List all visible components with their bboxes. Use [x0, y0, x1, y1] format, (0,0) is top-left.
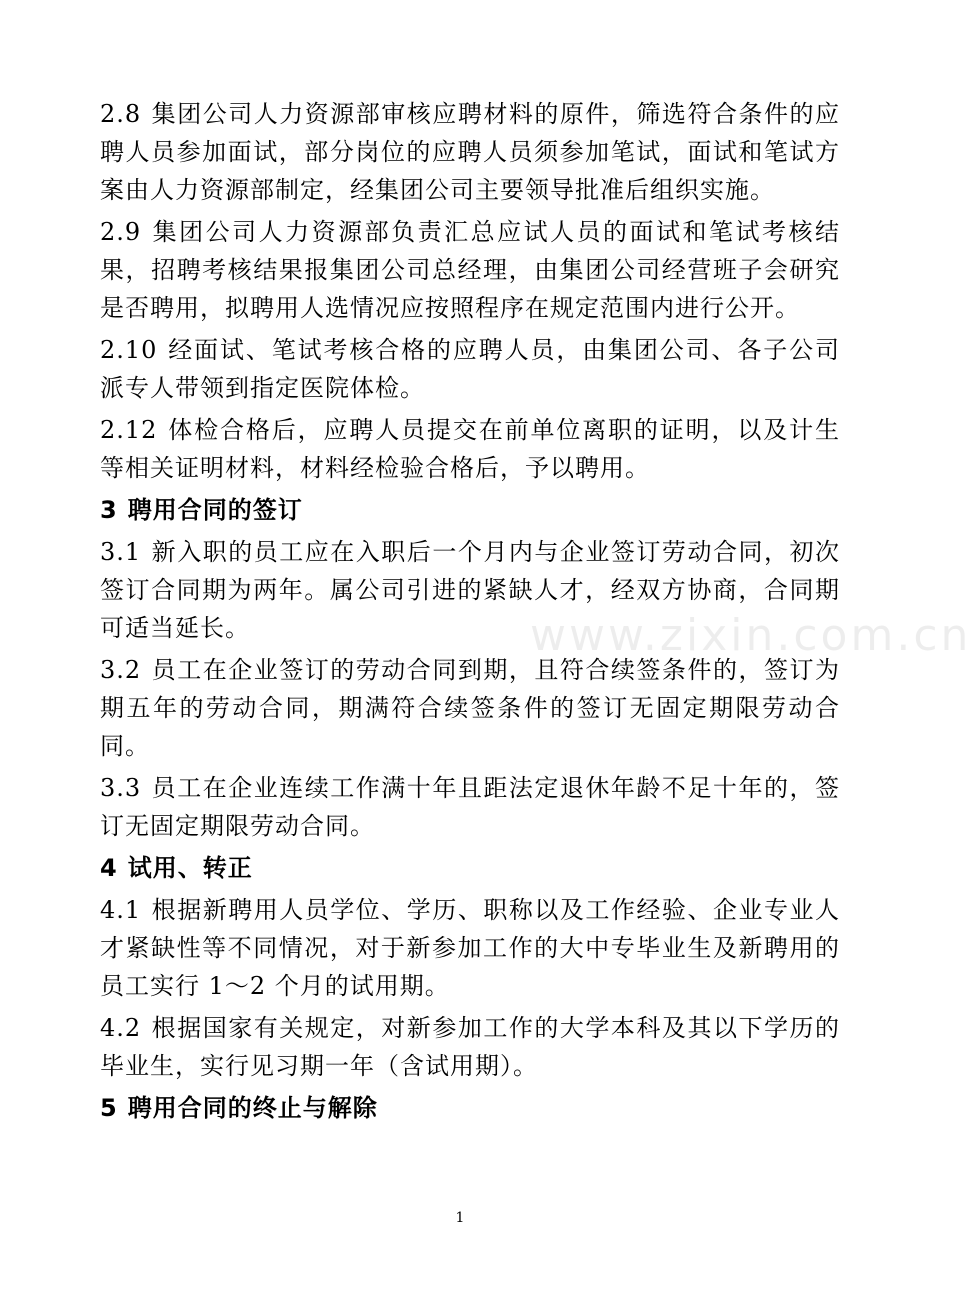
- section-title: 试用、转正: [127, 854, 253, 882]
- clause-text: 经面试、笔试考核合格的应聘人员，由集团公司、各子公司派专人带领到指定医院体检。: [100, 336, 840, 402]
- section-heading-4: [100, 849, 840, 887]
- clause-text: 根据新聘用人员学位、学历、职称以及工作经验、企业专业人才紧缺性等不同情况，对于新参加工作的大中专毕业生及新聘用的员工实行 1～2 个月的试用期。: [100, 896, 840, 1000]
- clause-2-12: [100, 411, 840, 487]
- document-body: [100, 95, 840, 1131]
- section-title: 聘用合同的终止与解除: [127, 1094, 378, 1122]
- clause-4-1: [100, 891, 840, 1005]
- page-number: 1: [455, 1210, 465, 1226]
- clause-number: 2.12: [100, 416, 158, 444]
- watermark: www.zixin.com.cn: [530, 610, 971, 661]
- clause-number: 2.9: [100, 218, 142, 246]
- clause-number: 3.1: [100, 538, 142, 566]
- clause-text: 根据国家有关规定，对新参加工作的大学本科及其以下学历的毕业生，实行见习期一年（含试用期）。: [100, 1014, 840, 1080]
- section-number: 5: [100, 1094, 118, 1122]
- clause-3-2: [100, 651, 840, 765]
- clause-number: 2.8: [100, 100, 142, 128]
- clause-2-9: [100, 213, 840, 327]
- clause-number: 4.2: [100, 1014, 142, 1042]
- clause-number: 4.1: [100, 896, 142, 924]
- clause-text: 集团公司人力资源部审核应聘材料的原件，筛选符合条件的应聘人员参加面试，部分岗位的应聘人员须参加笔试，面试和笔试方案由人力资源部制定，经集团公司主要领导批准后组织实施。: [100, 100, 840, 204]
- section-heading-3: [100, 491, 840, 529]
- clause-text: 集团公司人力资源部负责汇总应试人员的面试和笔试考核结果，招聘考核结果报集团公司总经理，由集团公司经营班子会研究是否聘用，拟聘用人选情况应按照程序在规定范围内进行公开。: [100, 218, 840, 322]
- clause-text: 员工在企业签订的劳动合同到期，且符合续签条件的，签订为期五年的劳动合同，期满符合续签条件的签订无固定期限劳动合同。: [100, 656, 840, 760]
- section-heading-5: [100, 1089, 840, 1127]
- clause-number: 2.10: [100, 336, 158, 364]
- clause-number: 3.2: [100, 656, 142, 684]
- section-number: 4: [100, 854, 118, 882]
- clause-text: 新入职的员工应在入职后一个月内与企业签订劳动合同，初次签订合同期为两年。属公司引进的紧缺人才，经双方协商，合同期可适当延长。: [100, 538, 840, 642]
- clause-2-8: [100, 95, 840, 209]
- clause-3-3: [100, 769, 840, 845]
- clause-number: 3.3: [100, 774, 142, 802]
- clause-4-2: [100, 1009, 840, 1085]
- clause-text: 员工在企业连续工作满十年且距法定退休年龄不足十年的，签订无固定期限劳动合同。: [100, 774, 840, 840]
- clause-text: 体检合格后，应聘人员提交在前单位离职的证明，以及计生等相关证明材料，材料经检验合格后，予以聘用。: [100, 416, 840, 482]
- section-number: 3: [100, 496, 118, 524]
- section-title: 聘用合同的签订: [127, 496, 303, 524]
- clause-2-10: [100, 331, 840, 407]
- clause-3-1: [100, 533, 840, 647]
